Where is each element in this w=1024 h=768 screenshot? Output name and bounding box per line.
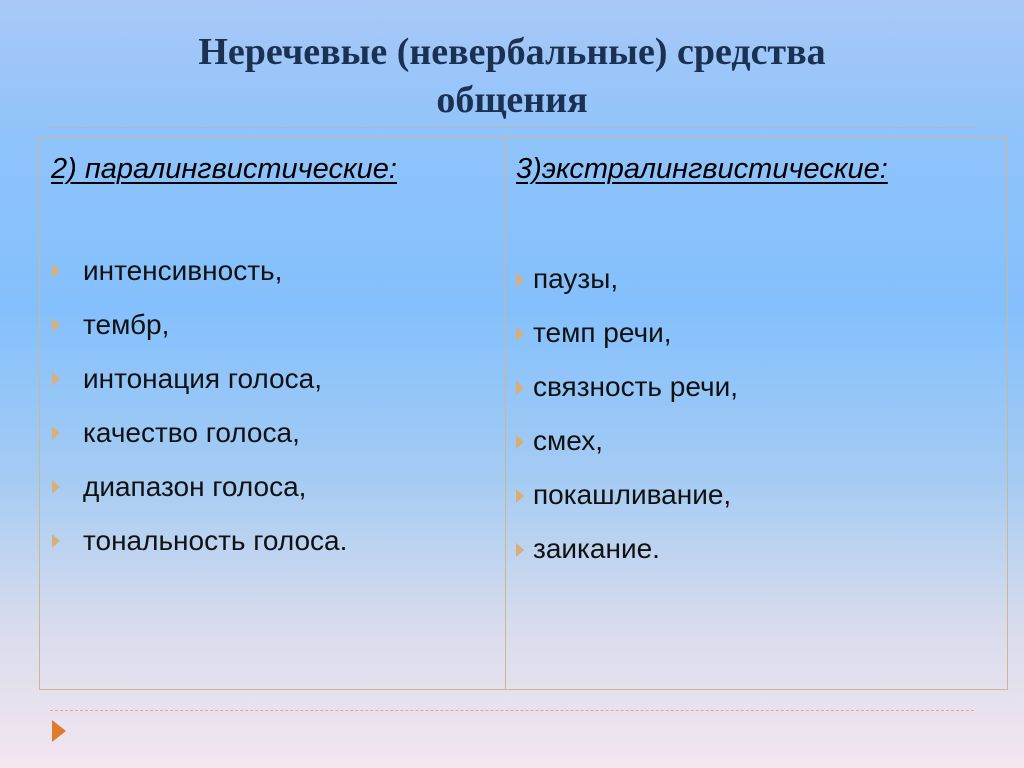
- triangle-bullet-icon: [516, 435, 524, 449]
- extralinguistic-column: [505, 137, 1007, 689]
- triangle-bullet-icon: [52, 318, 60, 332]
- triangle-bullet-icon: [52, 426, 60, 440]
- content-table: [39, 136, 1008, 690]
- extralinguistic-header: 3)экстралингвистические:: [516, 153, 888, 185]
- triangle-bullet-icon: [516, 273, 524, 287]
- list-item-label: смех,: [533, 425, 603, 456]
- next-slide-arrow-icon[interactable]: [52, 720, 66, 742]
- list-item-label: интенсивность,: [83, 255, 283, 286]
- list-item: [516, 369, 738, 423]
- triangle-bullet-icon: [516, 381, 524, 395]
- list-item-label: заикание.: [533, 533, 660, 564]
- slide-title-line-2: общения: [436, 79, 588, 121]
- paralinguistic-column: [40, 137, 505, 689]
- list-item-label: темп речи,: [533, 317, 672, 348]
- list-item-label: тональность голоса.: [83, 525, 348, 556]
- triangle-bullet-icon: [52, 480, 60, 494]
- list-item: [52, 253, 347, 307]
- list-item-label: связность речи,: [533, 371, 739, 402]
- list-item: [516, 423, 738, 477]
- triangle-bullet-icon: [516, 543, 524, 557]
- triangle-bullet-icon: [516, 327, 524, 341]
- list-item: [516, 261, 738, 315]
- top-divider: [50, 127, 974, 128]
- slide-title: [0, 28, 1024, 124]
- list-item-label: диапазон голоса,: [83, 471, 307, 502]
- list-item-label: тембр,: [83, 309, 170, 340]
- list-item-label: интонация голоса,: [83, 363, 322, 394]
- paralinguistic-list: [52, 253, 347, 577]
- list-item: [52, 361, 347, 415]
- triangle-bullet-icon: [52, 534, 60, 548]
- triangle-bullet-icon: [52, 372, 60, 386]
- slide-title-line-1: Неречевые (невербальные) средства: [198, 31, 826, 73]
- list-item-label: качество голоса,: [83, 417, 300, 448]
- paralinguistic-header: 2) паралингвистические:: [51, 153, 397, 185]
- list-item-label: паузы,: [533, 263, 619, 294]
- list-item: [52, 415, 347, 469]
- list-item: [52, 307, 347, 361]
- triangle-bullet-icon: [52, 264, 60, 278]
- list-item: [52, 523, 347, 577]
- list-item: [516, 531, 738, 585]
- triangle-bullet-icon: [516, 489, 524, 503]
- bottom-divider: [50, 710, 974, 711]
- list-item-label: покашливание,: [533, 479, 732, 510]
- list-item: [516, 315, 738, 369]
- extralinguistic-list: [516, 261, 738, 585]
- list-item: [52, 469, 347, 523]
- list-item: [516, 477, 738, 531]
